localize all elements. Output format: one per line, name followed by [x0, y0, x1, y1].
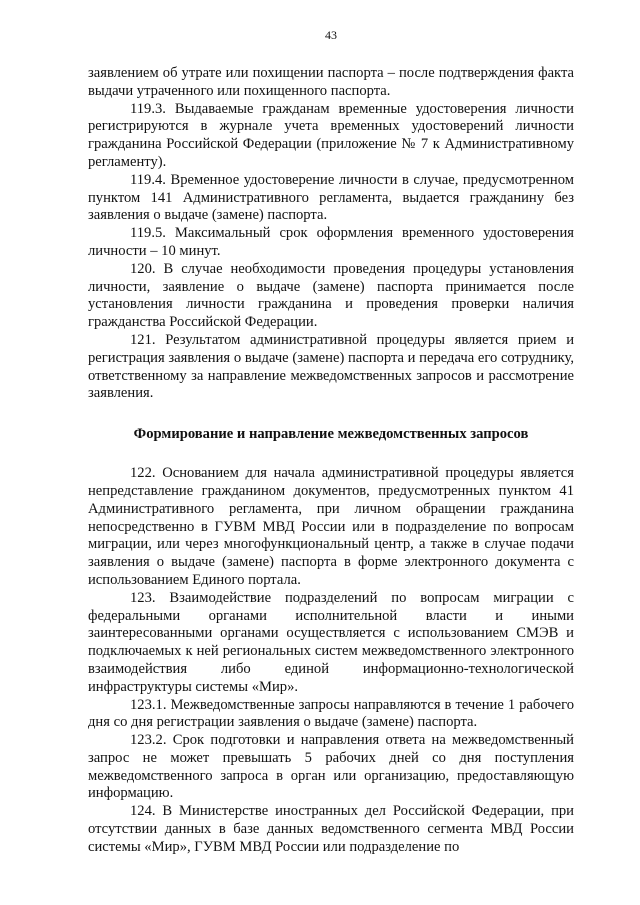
- section-before: [88, 65, 574, 403]
- paragraph: 121. Результатом административной процедуры является прием и регистрация заявления о выдаче (замене) паспорта и передача его сотруднику, ответственному за направление межведомственных запросов и рассмотрение заявления.: [88, 331, 574, 402]
- paragraph: 123.1. Межведомственные запросы направляются в течение 1 рабочего дня со дня регистрации заявления о выдаче (замене) паспорта.: [88, 696, 574, 731]
- paragraph: 119.3. Выдаваемые гражданам временные удостоверения личности регистрируются в журнале учета временных удостоверений личности гражданина Российской Федерации (приложение № 7 к Административному регламенту).: [88, 100, 574, 170]
- paragraph: 119.4. Временное удостоверение личности в случае, предусмотренном пунктом 141 Административного регламента, выдается гражданину без заявления о выдаче (замене) паспорта.: [88, 171, 574, 224]
- paragraph: 124. В Министерстве иностранных дел Российской Федерации, при отсутствии данных в базе данных ведомственного сегмента МВД России системы «Мир», ГУВМ МВД России или подразделение по: [88, 803, 574, 855]
- paragraph: заявлением об утрате или похищении паспорта – после подтверждения факта выдачи утраченного или похищенного паспорта.: [88, 65, 574, 99]
- paragraph: 123. Взаимодействие подразделений по вопросам миграции с федеральными органами исполнительной власти и иными заинтересованными органами осуществляется с использованием СМЭВ и подключаемых к ней региональных систем межведомственного электронного взаимодействия либо единой информационно-технологической инфраструктуры системы «Мир».: [88, 589, 574, 695]
- paragraph: 119.5. Максимальный срок оформления временного удостоверения личности – 10 минут.: [88, 225, 574, 259]
- section-heading: Формирование и направление межведомственных запросов: [133, 426, 529, 443]
- paragraph: 120. В случае необходимости проведения процедуры установления личности, заявление о выдаче (замене) паспорта принимается после установления личности гражданина и проведения проверки наличия гражданства Российской Федерации.: [88, 260, 574, 331]
- section-after: [88, 465, 574, 857]
- page-number: 43: [325, 28, 337, 42]
- paragraph: 123.2. Срок подготовки и направления ответа на межведомственный запрос не может превышать 5 рабочих дней со дня поступления межведомственного запроса в орган или организацию, предоставляющую информацию.: [88, 732, 574, 802]
- paragraph: 122. Основанием для начала административной процедуры является непредставление гражданином документов, предусмотренных пунктом 41 Административного регламента, при личном обращении гражданина непосредственно в ГУВМ МВД России или в подразделение по вопросам миграции, или через многофункциональный центр, а также в случае подачи заявления о выдаче (замене) паспорта в форме электронного документа с использованием Единого портала.: [88, 465, 574, 588]
